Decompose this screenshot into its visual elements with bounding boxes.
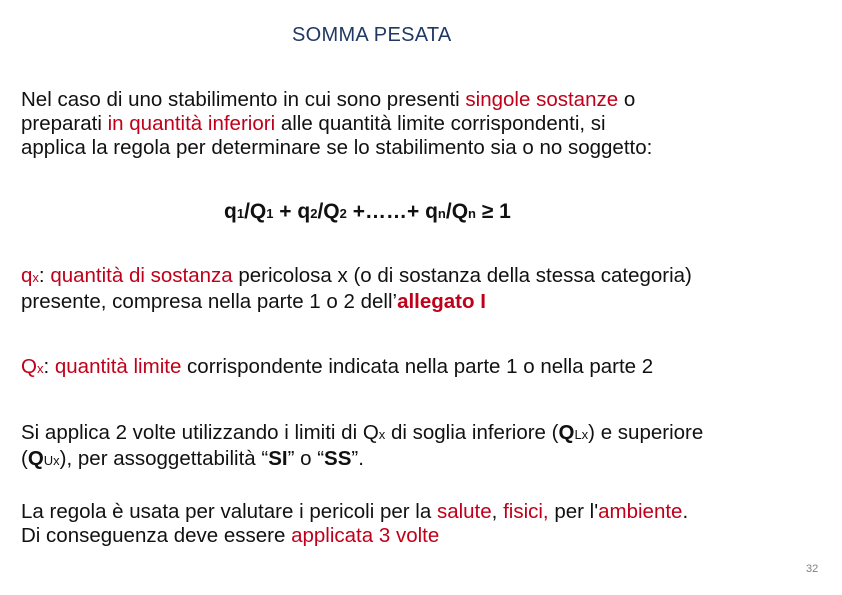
intro-paragraph	[21, 88, 652, 160]
applica-line-2: (QUx), per assoggettabilità “SI” o “SS”.	[21, 447, 364, 470]
intro-line-2: preparati in quantità inferiori alle quantità limite corrispondenti, si	[21, 112, 606, 135]
regola-line-2: Di conseguenza deve essere applicata 3 volte	[21, 524, 440, 547]
intro-line-1: Nel caso di uno stabilimento in cui sono presenti singole sostanze o	[21, 88, 636, 111]
intro-line-3: applica la regola per determinare se lo stabilimento sia o no soggetto:	[21, 136, 653, 159]
qx-line-2: presente, compresa nella parte 1 o 2 dell’allegato I	[21, 290, 486, 313]
qx-definition	[21, 264, 692, 314]
applica-line-1: Si applica 2 volte utilizzando i limiti di Qx di soglia inferiore (QLx) e superiore	[21, 421, 704, 444]
weighted-sum-formula: q1/Q1 + q2/Q2 +……+ qn/Qn ≥ 1	[224, 200, 511, 223]
regola-paragraph	[21, 500, 688, 548]
regola-line-1: La regola è usata per valutare i pericoli per la salute, fisici, per l'ambiente.	[21, 500, 689, 523]
Qx-definition: Qx: quantità limite corrispondente indicata nella parte 1 o nella parte 2	[21, 355, 654, 378]
slide-title: SOMMA PESATA	[292, 24, 452, 46]
page-number: 32	[806, 563, 819, 575]
applica-paragraph	[21, 421, 703, 473]
qx-line-1: qx: quantità di sostanza pericolosa x (o di sostanza della stessa categoria)	[21, 264, 692, 287]
